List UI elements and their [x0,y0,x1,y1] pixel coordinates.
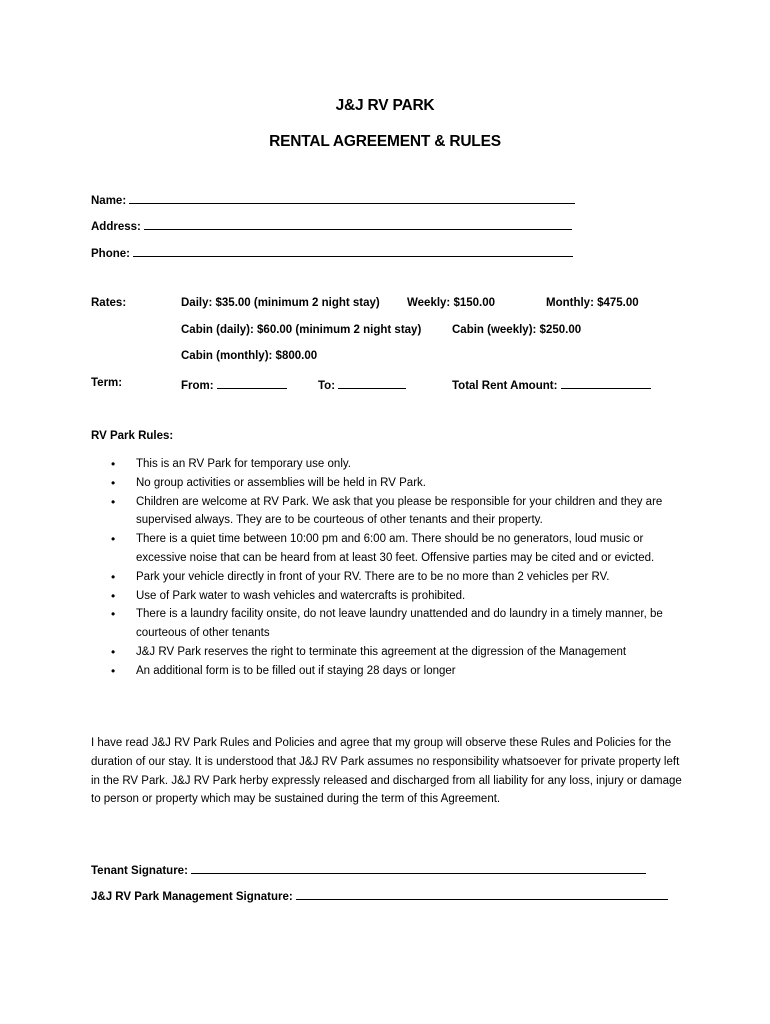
bullet-icon: • [111,569,116,584]
rate-cabin-daily: Cabin (daily): $60.00 (minimum 2 night stay) [181,324,422,336]
rules-list [91,455,691,681]
agreement-paragraph: I have read J&J RV Park Rules and Policies and agree that my group will observe these Rules and Policies for the duration of our stay. It is understood that J&J RV Park assumes no responsibility whatsoever for private property left in the RV Park. J&J RV Park herby expressly released and discharged from all liability for any loss, injury or damage to person or property which may be sustained during the term of this Agreement. [91,737,682,806]
bullet-icon: • [111,644,116,659]
total-rent-field[interactable] [452,377,651,392]
rule-item [91,530,691,568]
rate-monthly: Monthly: $475.00 [546,297,639,309]
management-signature-field[interactable] [91,888,668,903]
rate-cabin-monthly: Cabin (monthly): $800.00 [181,350,318,362]
term-to-label: To: [318,380,336,392]
total-rent-blank[interactable] [561,377,651,389]
term-label: Term: [91,377,123,389]
rule-text: An additional form is to be filled out if staying 28 days or longer [136,664,456,677]
bullet-icon: • [111,532,116,547]
bullet-icon: • [111,457,116,471]
address-blank[interactable] [144,218,572,230]
rule-text: No group activities or assemblies will be held in RV Park. [136,476,426,489]
tenant-signature-label: Tenant Signature: [91,865,188,877]
name-field[interactable] [91,192,575,207]
management-signature-label: J&J RV Park Management Signature: [91,891,293,903]
address-label: Address: [91,221,141,233]
rule-item [91,587,691,606]
tenant-signature-blank[interactable] [191,862,646,874]
bullet-icon: • [111,588,116,603]
rule-text: Park your vehicle directly in front of your RV. There are to be no more than 2 vehicles per RV. [136,570,610,583]
rule-text: There is a quiet time between 10:00 pm and 6:00 am. There should be no generators, loud music or excessive noise that can be heard from at least 30 feet. Offensive parties may be cited and or evicted. [136,533,655,564]
bullet-icon: • [111,475,116,490]
rule-item [91,662,691,681]
bullet-icon: • [111,663,116,678]
address-field[interactable] [91,218,572,233]
rate-daily: Daily: $35.00 (minimum 2 night stay) [181,297,380,309]
rule-item [91,493,691,531]
tenant-signature-field[interactable] [91,862,646,877]
management-signature-blank[interactable] [296,888,668,900]
phone-label: Phone: [91,248,130,260]
rule-item [91,568,691,587]
phone-field[interactable] [91,245,573,260]
park-name-title: J&J RV PARK [335,97,435,114]
rule-item [91,605,691,643]
term-to-blank[interactable] [338,377,406,389]
term-from-field[interactable] [181,377,287,392]
bullet-icon: • [111,607,116,622]
rule-item [91,643,691,662]
rule-item [91,474,691,493]
rate-weekly: Weekly: $150.00 [407,297,496,309]
term-from-blank[interactable] [217,377,287,389]
phone-blank[interactable] [133,245,573,257]
rates-label: Rates: [91,297,127,309]
rule-text: J&J RV Park reserves the right to terminate this agreement at the digression of the Management [136,645,627,658]
rules-heading: RV Park Rules: [91,430,174,442]
bullet-icon: • [111,494,116,509]
document-title: RENTAL AGREEMENT & RULES [269,133,501,150]
name-label: Name: [91,195,127,207]
term-from-label: From: [181,380,214,392]
rule-text: Children are welcome at RV Park. We ask that you please be responsible for your children and they are supervised always. They are to be courteous of other tenants and their property. [136,495,663,527]
term-to-field[interactable] [318,377,406,392]
rule-text: This is an RV Park for temporary use only. [136,458,351,470]
rule-item [91,455,691,474]
rule-text: There is a laundry facility onsite, do not leave laundry unattended and do laundry in a timely manner, be courteous of other tenants [136,608,663,640]
rate-cabin-weekly: Cabin (weekly): $250.00 [452,324,582,336]
name-blank[interactable] [129,192,575,204]
rule-text: Use of Park water to wash vehicles and watercrafts is prohibited. [136,589,466,602]
total-rent-label: Total Rent Amount: [452,380,558,392]
